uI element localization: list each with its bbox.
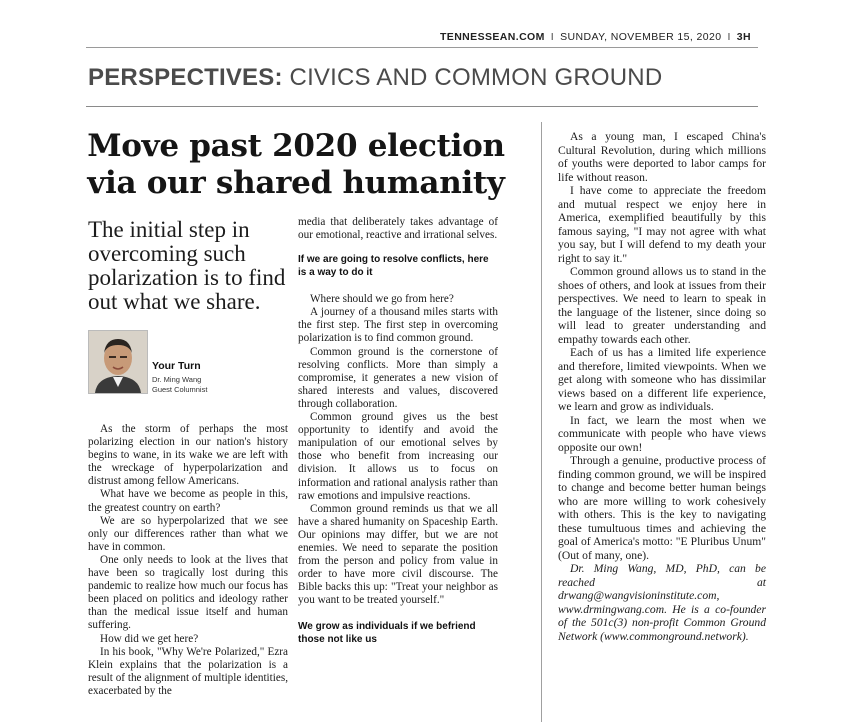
masthead-date: SUNDAY, NOVEMBER 15, 2020: [560, 31, 722, 43]
section-lead: PERSPECTIVES:: [88, 64, 283, 91]
author-bio: Dr. Ming Wang, MD, PhD, can be reached at drwang@wangvisioninstitute.com, www.drmingwang.com. He is a co-founder of the 501c(3) non-profit Common Ground Network (www.commonground.network).: [558, 562, 766, 643]
byline-role: Guest Columnist: [152, 385, 208, 394]
byline: [152, 360, 207, 395]
column3-paragraph: Each of us has a limited life experience and therefore, limited viewpoints. When we get along with someone who has dissimilar views based on a different life experience, we learn and grow as individuals.: [558, 346, 766, 413]
column2-paragraph: Common ground is the cornerstone of resolving conflicts. More than simply a compromise, it generates a new vision of shared interests and values, discovered through collaboration.: [298, 345, 498, 410]
subhead-resolve-conflicts: If we are going to resolve conflicts, here is a way to do it: [298, 254, 489, 278]
column3-paragraph: I have come to appreciate the freedom and mutual respect we enjoy here in America, exemplified beautifully by this famous saying, "I may not agree with what you say, but I will defend to my death your right to say it.": [558, 184, 766, 265]
masthead-separator-2: I: [727, 31, 731, 43]
section-title: CIVICS AND COMMON GROUND: [289, 64, 663, 91]
column3-paragraph: Common ground allows us to stand in the shoes of others, and look at issues from their perspectives. We need to learn to speak in the language of the listener, since doing so will lead to greater understanding and empathy towards each other.: [558, 265, 766, 346]
top-rule: [86, 47, 758, 48]
column1-paragraph: We are so hyperpolarized that we see only our differences rather than what we have in common.: [88, 514, 288, 553]
section-header: [88, 64, 662, 92]
column2-paragraph: A journey of a thousand miles starts with the first step. The first step in overcoming polarization is to find common ground.: [298, 306, 498, 345]
column2-paragraph: Common ground reminds us that we all have a shared humanity on Spaceship Earth. Our opinions may differ, but we are not enemies. We need to separate the position from the person and policy from value in order to have more civil discourse. The Bible backs this up: "Treat your neighbor as you want to be treated yourself.": [298, 502, 498, 607]
column3-paragraph: In fact, we learn the most when we communicate with people who have views opposite our own!: [558, 413, 766, 454]
column3-paragraph: Through a genuine, productive process of finding common ground, we will be inspired to change and become better human beings who are more willing to work cohesively with others. This is the key to navigating these tumultuous times and achieving the goal of America's motto: "E Pluribus Unum" (Out of many, one).: [558, 454, 766, 562]
article-column-3: [558, 130, 766, 643]
masthead: [440, 31, 751, 43]
column1-paragraph: One only needs to look at the lives that have been so tragically lost during this pandemic to realize how much our focus has been placed on politics and ideology rather than the medical issue itself and human suffering.: [88, 553, 288, 632]
article-column-2: [298, 216, 498, 646]
column1-paragraph: As the storm of perhaps the most polarizing election in our nation's history begins to wane, in its wake we are left with the wreckage of hyperpolarization and distrust among fellow Americans.: [88, 423, 288, 488]
section-rule: [86, 106, 758, 107]
column2-paragraph: Where should we go from here?: [310, 293, 454, 306]
author-headshot-icon: [88, 330, 148, 394]
article-headline: Move past 2020 election via our shared humanity: [87, 128, 505, 201]
byline-name: Dr. Ming Wang: [152, 375, 202, 384]
column3-paragraph: As a young man, I escaped China's Cultural Revolution, during which millions of youths were deported to labor camps for life without reason.: [558, 130, 766, 184]
column2-intro: media that deliberately takes advantage of our emotional, reactive and irrational selves.: [298, 216, 498, 242]
column1-paragraph: In his book, "Why We're Polarized," Ezra Klein explains that the polarization is a result of the alignment of multiple identities, exacerbated by the: [88, 645, 288, 697]
subhead-grow-as-individuals: We grow as individuals if we befriend those not like us: [298, 621, 476, 645]
masthead-page-number: 3H: [736, 31, 751, 43]
masthead-separator: I: [550, 31, 555, 43]
byline-label: Your Turn: [152, 360, 201, 372]
masthead-site: TENNESSEAN.COM: [439, 31, 545, 43]
column-divider: [541, 122, 542, 722]
article-column-1: [88, 423, 288, 698]
column1-paragraph: How did we get here?: [100, 632, 199, 645]
column1-paragraph: What have we become as people in this, the greatest country on earth?: [88, 488, 288, 514]
column2-paragraph: Common ground gives us the best opportunity to identify and avoid the manipulation of our emotional selves by those who benefit from increasing our division. It allows us to focus on information and rational analysis rather than raw emotions and impulsive reactions.: [298, 411, 498, 502]
article-deck: The initial step in overcoming such polarization is to find out what we share.: [88, 217, 286, 314]
